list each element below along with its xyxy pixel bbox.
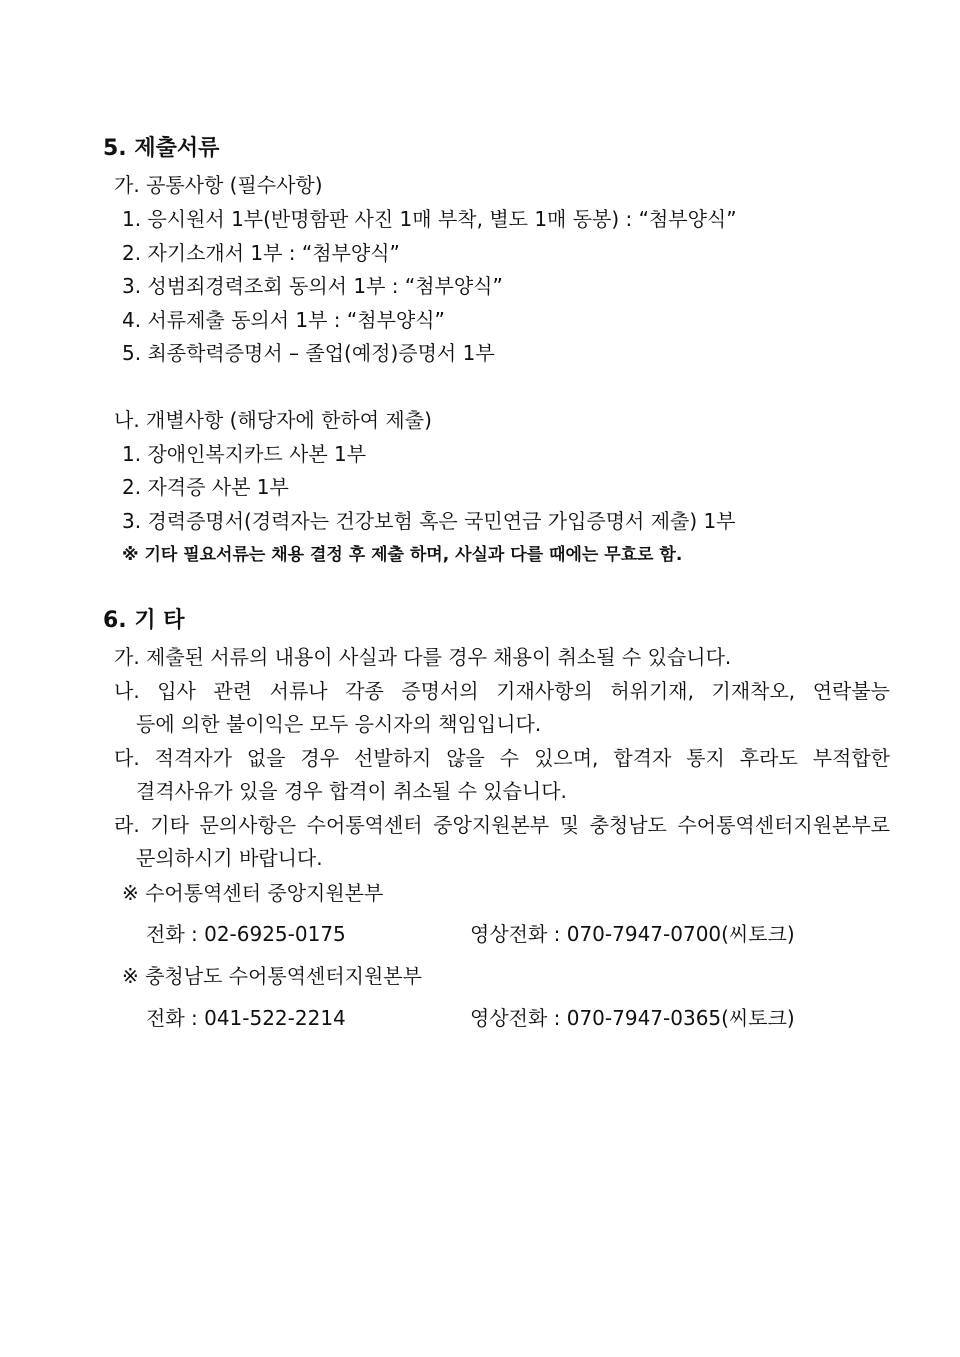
common-item-3: 3. 성범죄경력조회 동의서 1부 : “첨부양식” (122, 274, 503, 298)
contact-phone-central: 전화 : 02-6925-0175 (146, 922, 346, 946)
individual-requirements-title: 나. 개별사항 (해당자에 한하여 제출) (114, 408, 432, 432)
common-item-1: 1. 응시원서 1부(반명함판 사진 1매 부착, 별도 1매 동봉) : “첨부양식” (122, 207, 737, 231)
misc-item-da-line-2: 결격사유가 있을 경우 합격이 취소될 수 있습니다. (136, 779, 567, 803)
contact-video-phone-central: 영상전화 : 070-7947-0700(씨토크) (470, 922, 795, 946)
section-6-heading: 6. 기 타 (103, 608, 185, 633)
common-requirements-title: 가. 공통사항 (필수사항) (114, 173, 323, 197)
individual-item-3: 3. 경력증명서(경력자는 건강보험 혹은 국민연금 가입증명서 제출) 1부 (122, 509, 736, 533)
common-item-5: 5. 최종학력증명서 – 졸업(예정)증명서 1부 (122, 341, 495, 365)
section-5-heading: 5. 제출서류 (103, 136, 220, 161)
misc-item-da-line-1: 다. 적격자가 없을 경우 선발하지 않을 수 있으며, 합격자 통지 후라도 부적합한 (114, 746, 890, 770)
individual-item-2: 2. 자격증 사본 1부 (122, 475, 289, 499)
misc-item-na-line-1: 나. 입사 관련 서류나 각종 증명서의 기재사항의 허위기재, 기재착오, 연락불능 (114, 679, 890, 703)
contact-org-central: ※ 수어통역센터 중앙지원본부 (122, 881, 384, 905)
contact-video-phone-chungnam: 영상전화 : 070-7947-0365(씨토크) (470, 1006, 795, 1030)
submission-note: ※ 기타 필요서류는 채용 결정 후 제출 하며, 사실과 다를 때에는 무효로 함. (122, 545, 683, 565)
misc-item-ra-line-2: 문의하시기 바랍니다. (136, 846, 323, 870)
misc-item-na-line-2: 등에 의한 불이익은 모두 응시자의 책임입니다. (136, 712, 542, 736)
contact-org-chungnam: ※ 충청남도 수어통역센터지원본부 (122, 964, 422, 988)
contact-phone-chungnam: 전화 : 041-522-2214 (146, 1006, 346, 1030)
common-item-2: 2. 자기소개서 1부 : “첨부양식” (122, 241, 400, 265)
misc-item-ra-line-1: 라. 기타 문의사항은 수어통역센터 중앙지원본부 및 충청남도 수어통역센터지원본부로 (114, 813, 890, 837)
misc-item-ga: 가. 제출된 서류의 내용이 사실과 다를 경우 채용이 취소될 수 있습니다. (114, 645, 732, 669)
individual-item-1: 1. 장애인복지카드 사본 1부 (122, 442, 367, 466)
common-item-4: 4. 서류제출 동의서 1부 : “첨부양식” (122, 308, 445, 332)
